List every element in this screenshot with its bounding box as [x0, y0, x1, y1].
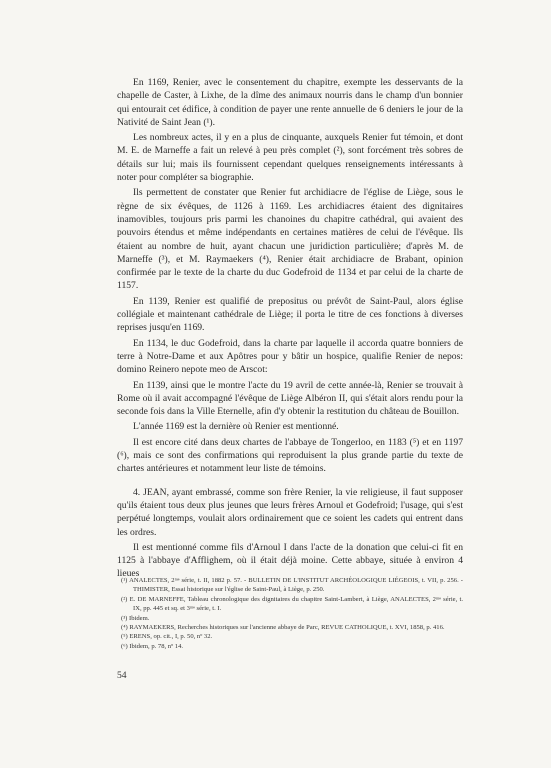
paragraph: En 1139, ainsi que le montre l'acte du 19 avril de cette année-là, Renier se trouvait à Rome où il avait accompagné l'évêque de Liège Albéron II, qui s'était alors rendu pour la seconde fois dans la Ville Eternelle, afin d'y obtenir la restitution du château de Bouillon.	[117, 379, 463, 418]
paragraph: L'année 1169 est la dernière où Renier est mentionné.	[133, 421, 339, 433]
paragraph: Ils permettent de constater que Renier fut archidiacre de l'église de Liège, sous le règne de six évêques, de 1126 à 1169. Les archidiacres étaient des dignitaires inamovibles, toujours pris parmi les chanoines du chapitre cathédral, qui avaient des pouvoirs étendus et même indépendants en certaines matières de celui de l'évêque. Ils étaient au nombre de huit, ayant chacun une juridiction particulière; d'après M. de Marneffe (³), et M. Raymaekers (⁴), Renier était archidiacre de Brabant, opinion confirmée par le texte de la charte du duc Godefroid de 1134 et par celui de la charte de 1157.	[117, 187, 463, 292]
paragraph: Les nombreux actes, il y en a plus de cinquante, auxquels Renier fut témoin, et dont M. E. de Marneffe a fait un relevé à peu près complet (²), sont forcément très sobres de détails sur lui; mais ils fournissent cependant quelques renseignements intéressants à noter pour compléter sa biographie.	[117, 132, 463, 184]
footnote: (⁵) ERENS, op. cit., I, p. 50, nº 32.	[121, 633, 213, 641]
body-text	[117, 76, 463, 583]
footnote: (³) Ibidem.	[121, 614, 150, 622]
paragraph: En 1134, le duc Godefroid, dans la charte par laquelle il accorda quatre bonniers de terre à Notre-Dame et aux Apôtres pour y bâtir un hospice, qualifie Renier de nepos: domino Reinero nepote meo de Arscot:	[117, 337, 463, 376]
footnote: (⁴) RAYMAEKERS, Recherches historiques sur l'ancienne abbaye de Parc, REVUE CATHOLIQUE, t. XVI, 1858, p. 416.	[121, 624, 445, 632]
footnote: (²) E. DE MARNEFFE, Tableau chronologique des dignitaires du chapitre Saint-Lambert, à Liège, ANALECTES, 2ᵐᵉ série, t. IX, pp. 445 et sq. et 3ᵐᵉ série, t. I.	[121, 595, 463, 613]
paragraph: 4. JEAN, ayant embrassé, comme son frère Renier, la vie religieuse, il faut supposer qu'ils étaient tous deux plus jeunes que leurs frères Arnoul et Godefroid; l'usage, qui s'est perpétué longtemps, voulait alors ordinairement que ce soient les cadets qui entrent dans les ordres.	[117, 486, 463, 538]
footnote: (¹) ANALECTES, 2ᵐᵉ série, t. II, 1882 p. 57. - BULLETIN DE L'INSTITUT ARCHÉOLOGIQUE LIÉGEOIS, t. VII, p. 256. - THIMISTER, Essai historique sur l'église de Saint-Paul, à Liège, p. 250.	[121, 577, 463, 594]
paragraph: En 1169, Renier, avec le consentement du chapitre, exempte les desservants de la chapelle de Caster, à Lixhe, de la dîme des animaux nourris dans le champ d'un bonnier qui entourait cet édifice, à condition de payer une rente annuelle de 6 deniers le jour de la Nativité de Saint Jean (¹).	[117, 77, 463, 128]
page-number: 54	[117, 670, 127, 681]
paragraph: En 1139, Renier est qualifié de prepositus ou prévôt de Saint-Paul, alors église collégiale et maintenant cathédrale de Liège; il porta le titre de ces fonctions à diverses reprises jusqu'en 1169.	[117, 295, 463, 334]
footnotes	[117, 576, 463, 651]
paragraph: Il est encore cité dans deux chartes de l'abbaye de Tongerloo, en 1183 (⁵) et en 1197 (⁶), mais ce sont des confirmations qui reproduisent la plus grande partie du texte de chartes antérieures et notamment leur liste de témoins.	[117, 436, 463, 475]
footnote: (⁶) Ibidem, p. 78, nº 14.	[121, 642, 184, 650]
paragraph: Il est mentionné comme fils d'Arnoul I dans l'acte de la donation que celui-ci fit en 1125 à l'abbaye d'Afflighem, où il était déjà moine. Cette abbaye, située à environ 4 lieues	[117, 541, 463, 580]
